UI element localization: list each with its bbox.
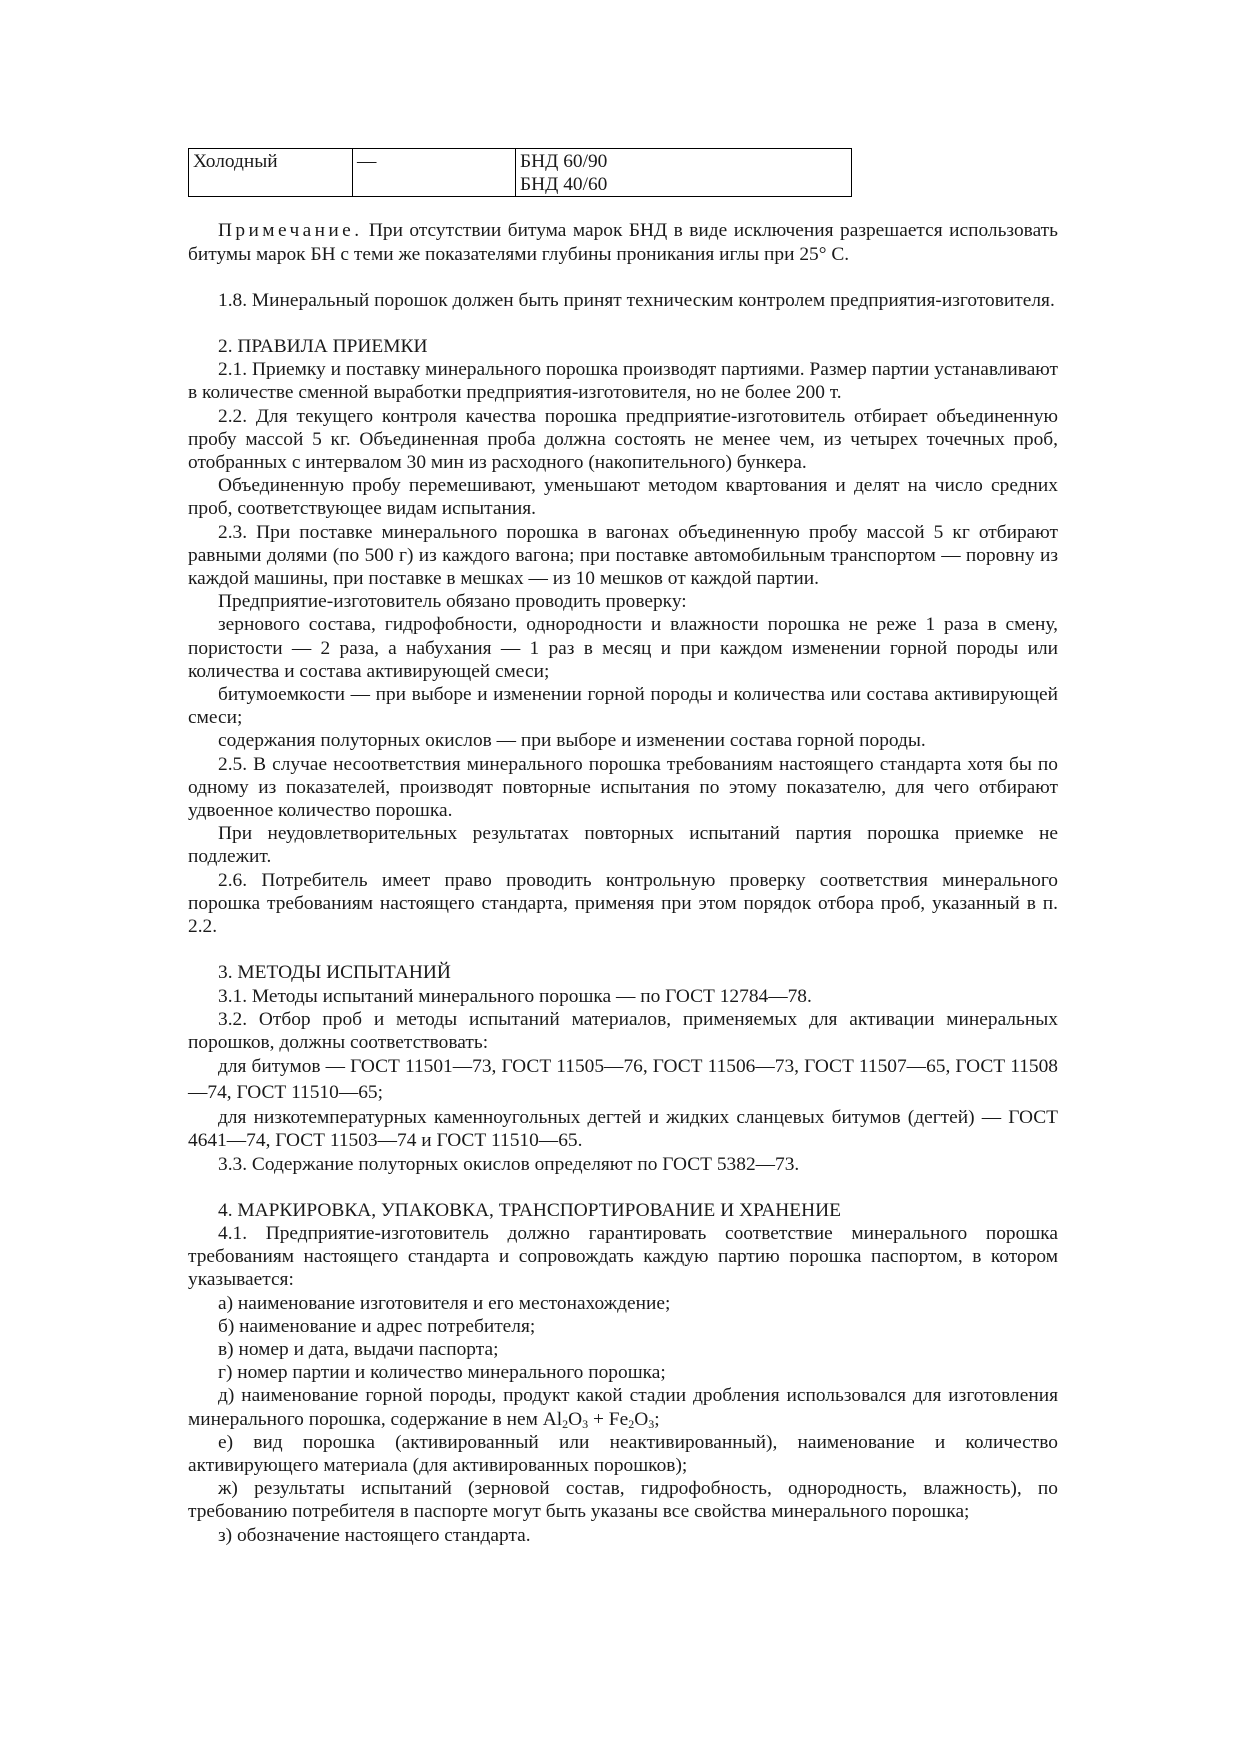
paragraph: 2.3. При поставке минерального порошка в вагонах объединенную пробу массой 5 кг отбирают равными долями (по 500 г) из каждого вагона; при поставке автомобильным транспортом — поровну из каждой машины, при поставке в мешках — из 10 мешков от каждой партии. — [188, 521, 1058, 590]
section-heading-4: 4. МАРКИРОВКА, УПАКОВКА, ТРАНСПОРТИРОВАНИЕ И ХРАНЕНИЕ — [218, 1199, 841, 1221]
table-cell-grades — [516, 149, 852, 197]
paragraph: 2.1. Приемку и поставку минерального порошка производят партиями. Размер партии устанавливают в количестве сменной выработки предприятия-изготовителя, но не более 200 т. — [188, 359, 1058, 404]
paragraph: 4.1. Предприятие-изготовитель должно гарантировать соответствие минерального порошка требованиям настоящего стандарта и сопровождать каждую партию порошка паспортом, в котором указывается: — [188, 1222, 1058, 1291]
paragraph: 2.5. В случае несоответствия минерального порошка требованиям настоящего стандарта хотя бы по одному из показателей, производят повторные испытания по этому показателю, для чего отбирают удвоенное количество порошка. — [188, 753, 1058, 822]
table-cell-climate: Холодный — [189, 149, 353, 197]
note-label: Примечание. — [218, 220, 363, 242]
paragraph: для низкотемпературных каменноугольных дегтей и жидких сланцевых битумов (дегтей) — ГОСТ 4641—74, ГОСТ 11503—74 и ГОСТ 11510—65. — [188, 1107, 1058, 1152]
paragraph: зернового состава, гидрофобности, однородности и влажности порошка не реже 1 раза в смену, пористости — 2 раза, а набухания — 1 раз в месяц и при каждом изменении горной породы или количества и состава активирующей смеси; — [188, 614, 1058, 682]
section-heading-2: 2. ПРАВИЛА ПРИЕМКИ — [218, 336, 428, 358]
paragraph: 3.1. Методы испытаний минерального порошка — по ГОСТ 12784—78. — [218, 985, 812, 1007]
paragraph-1-8: 1.8. Минеральный порошок должен быть принят техническим контролем предприятия-изготовителя. — [218, 289, 1055, 311]
note-text: При отсутствии битума марок БНД в виде исключения разрешается использовать битумы марок БН с теми же показателями глубины проникания иглы при 25° С. — [188, 220, 1058, 265]
paragraph: При неудовлетворительных результатах повторных испытаний партия порошка приемке не подлежит. — [188, 823, 1058, 868]
paragraph: битумоемкости — при выборе и изменении горной породы и количества или состава активирующей смеси; — [188, 684, 1058, 729]
table-row — [189, 149, 852, 197]
list-item: е) вид порошка (активированный или неактивированный), наименование и количество активирующего материала (для активированных порошков); — [188, 1431, 1058, 1476]
paragraph: 3.3. Содержание полуторных окислов определяют по ГОСТ 5382—73. — [218, 1153, 800, 1175]
list-item: б) наименование и адрес потребителя; — [218, 1315, 536, 1337]
list-item: г) номер партии и количество минерального порошка; — [218, 1362, 666, 1384]
table-cell-dash: — — [353, 149, 516, 197]
paragraph: Объединенную пробу перемешивают, уменьшают методом квартования и делят на число средних проб, соответствующее видам испытания. — [188, 475, 1058, 520]
paragraph: содержания полуторных окислов — при выборе и изменении состава горной породы. — [218, 730, 926, 752]
list-item: в) номер и дата, выдачи паспорта; — [218, 1338, 499, 1360]
paragraph: для битумов — ГОСТ 11501—73, ГОСТ 11505—76, ГОСТ 11506—73, ГОСТ 11507—65, ГОСТ 11508—74, ГОСТ 11510—65; — [188, 1056, 1058, 1104]
paragraph: 2.2. Для текущего контроля качества порошка предприятие-изготовитель отбирает объединенную пробу массой 5 кг. Объединенная проба должна состоять не менее чем, из четырех точечных проб, отобранных с интервалом 30 мин из расходного (накопительного) бункера. — [188, 405, 1058, 474]
paragraph: 2.6. Потребитель имеет право проводить контрольную проверку соответствия минерального порошка требованиям настоящего стандарта, применяя при этом порядок отбора проб, указанный в п. 2.2. — [188, 869, 1058, 938]
document-page — [188, 148, 1058, 1547]
list-item: ж) результаты испытаний (зерновой состав, гидрофобность, однородность, влажность), по требованию потребителя в паспорте могут быть указаны все свойства минерального порошка; — [188, 1478, 1058, 1523]
section-heading-3: 3. МЕТОДЫ ИСПЫТАНИЙ — [218, 962, 451, 984]
table-note — [188, 219, 1058, 265]
grade-line: БНД 40/60 — [520, 174, 608, 196]
bitumen-grade-table — [188, 148, 852, 197]
paragraph: Предприятие-изготовитель обязано проводить проверку: — [218, 591, 687, 613]
list-item: з) обозначение настоящего стандарта. — [218, 1524, 531, 1546]
list-item: д) наименование горной породы, продукт какой стадии дробления использовался для изготовления минерального порошка, содержание в нем $Al_2O_3 + Fe_2O_3$; — [188, 1385, 1058, 1431]
grade-line: БНД 60/90 — [520, 151, 608, 172]
paragraph: 3.2. Отбор проб и методы испытаний материалов, применяемых для активации минеральных порошков, должны соответствовать: — [188, 1008, 1058, 1053]
list-item: а) наименование изготовителя и его местонахождение; — [218, 1292, 671, 1314]
